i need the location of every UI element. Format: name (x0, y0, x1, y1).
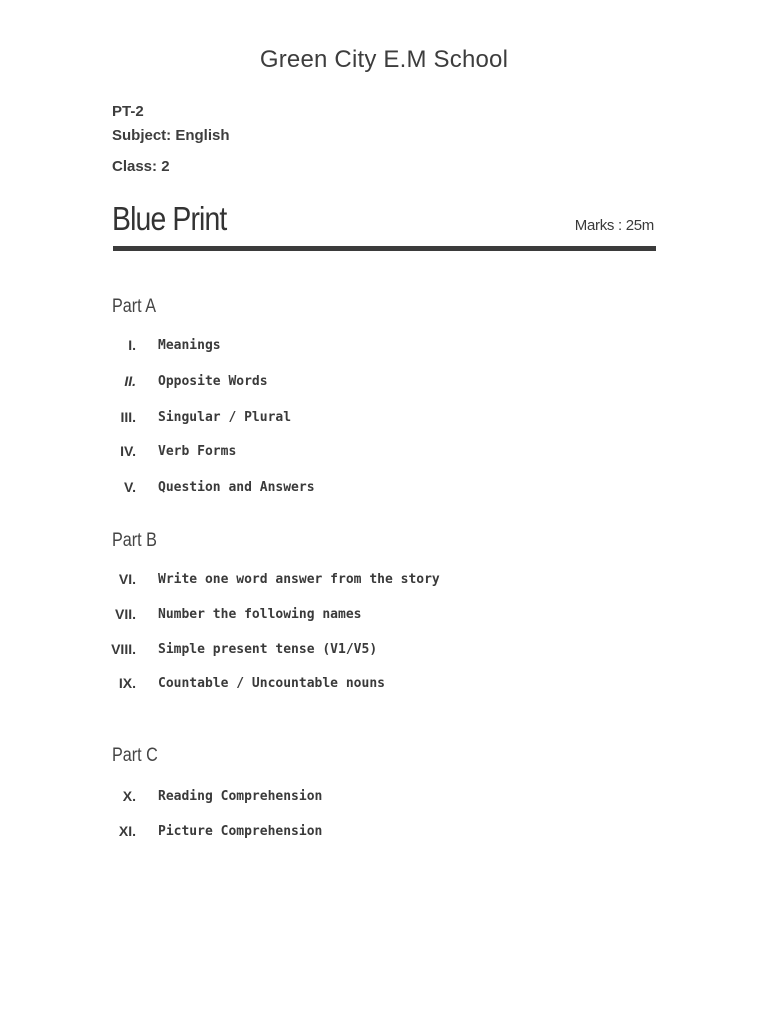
item-number: VII. (114, 606, 136, 622)
item-text: Singular / Plural (158, 410, 292, 425)
item-number: IX. (118, 675, 136, 691)
item-text: Countable / Uncountable nouns (158, 676, 385, 691)
item-number: I. (128, 337, 136, 353)
list-item (0, 788, 768, 808)
item-text: Meanings (158, 338, 221, 353)
list-item (0, 675, 768, 695)
item-text: Write one word answer from the story (158, 572, 440, 587)
list-item (0, 606, 768, 626)
item-text: Simple present tense (V1/V5) (158, 642, 378, 657)
list-item (0, 571, 768, 591)
title-divider (113, 246, 656, 251)
item-text: Number the following names (158, 607, 362, 622)
subject-label: Subject: English (112, 127, 230, 144)
item-text: Picture Comprehension (158, 824, 323, 839)
test-name: PT-2 (112, 103, 144, 120)
item-text: Question and Answers (158, 480, 315, 495)
item-number: X. (122, 788, 136, 804)
part-b-heading: Part B (112, 530, 157, 551)
blueprint-title: Blue Print (112, 200, 227, 237)
part-a-heading: Part A (112, 296, 156, 317)
item-number: VI. (118, 571, 136, 587)
list-item (0, 337, 768, 357)
item-number: V. (124, 479, 136, 495)
item-number: II. (124, 373, 136, 389)
item-number: III. (120, 409, 136, 425)
item-text: Reading Comprehension (158, 789, 323, 804)
item-number: IV. (120, 443, 136, 459)
list-item (0, 823, 768, 843)
part-c-heading: Part C (112, 745, 158, 766)
list-item (0, 479, 768, 499)
list-item (0, 373, 768, 393)
item-number: XI. (118, 823, 136, 839)
list-item (0, 641, 768, 661)
item-text: Opposite Words (158, 374, 268, 389)
class-label: Class: 2 (112, 158, 170, 175)
school-title: Green City E.M School (259, 46, 509, 73)
list-item (0, 443, 768, 463)
item-text: Verb Forms (158, 444, 237, 459)
item-number: VIII. (111, 641, 136, 657)
marks-label: Marks : 25m (574, 217, 654, 234)
list-item (0, 409, 768, 429)
